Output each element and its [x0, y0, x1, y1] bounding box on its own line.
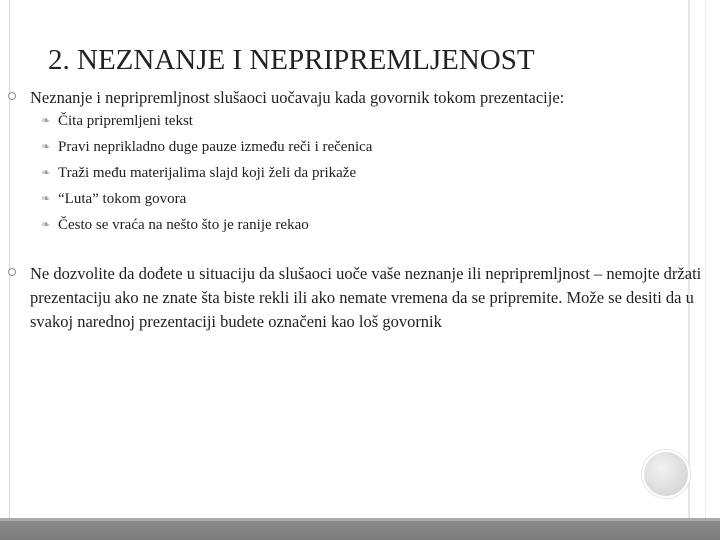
sub-bullet-item-5 [0, 214, 700, 239]
main-bullet-text-1: Neznanje i nepripremljnost slušaoci uočavaju kada govornik tokom prezentacije: [30, 88, 565, 107]
sub-bullet-text-4: “Luta” tokom govora [58, 191, 187, 207]
left-border-line [9, 0, 10, 518]
bottom-decor-band [0, 518, 720, 540]
sub-bullet-text-3: Traži među materijalima slajd koji želi da prikaže [58, 165, 357, 181]
bottom-decor-band-highlight [0, 518, 720, 521]
decorative-circle [642, 450, 690, 498]
hollow-circle-bullet-icon [8, 92, 16, 100]
right-outer-border-line [705, 0, 706, 518]
feather-leaf-bullet-icon: ❧ [41, 218, 51, 231]
hollow-circle-bullet-icon [8, 268, 16, 276]
feather-leaf-bullet-icon: ❧ [41, 192, 51, 205]
sub-bullet-text-2: Pravi neprikladno duge pauze između reči i rečenica [58, 139, 373, 155]
slide-title: 2. NEZNANJE I NEPRIPREMLJENOST [48, 44, 535, 76]
feather-leaf-bullet-icon: ❧ [41, 166, 51, 179]
sub-bullet-text-1: Čita pripremljeni tekst [58, 113, 193, 129]
main-bullet-text-2: Ne dozvolite da dođete u situaciju da slušaoci uoče vaše neznanje ili nepripremljnost – nemojte držati prezentaciju ako ne znate šta biste rekli ili ako nemate vremena da se pripremite. Može se desiti da u svakoj narednoj prezentaciji budete označeni kao loš govornik [30, 264, 702, 331]
feather-leaf-bullet-icon: ❧ [41, 140, 51, 153]
sub-bullet-text-5: Često se vraća na nešto što je ranije rekao [58, 217, 309, 233]
sub-bullet-item-3 [0, 162, 700, 187]
sub-bullet-item-4 [0, 188, 700, 213]
right-border-line [688, 0, 690, 518]
feather-leaf-bullet-icon: ❧ [41, 114, 51, 127]
sub-bullet-item-2 [0, 136, 700, 161]
sub-bullet-item-1 [0, 110, 700, 135]
